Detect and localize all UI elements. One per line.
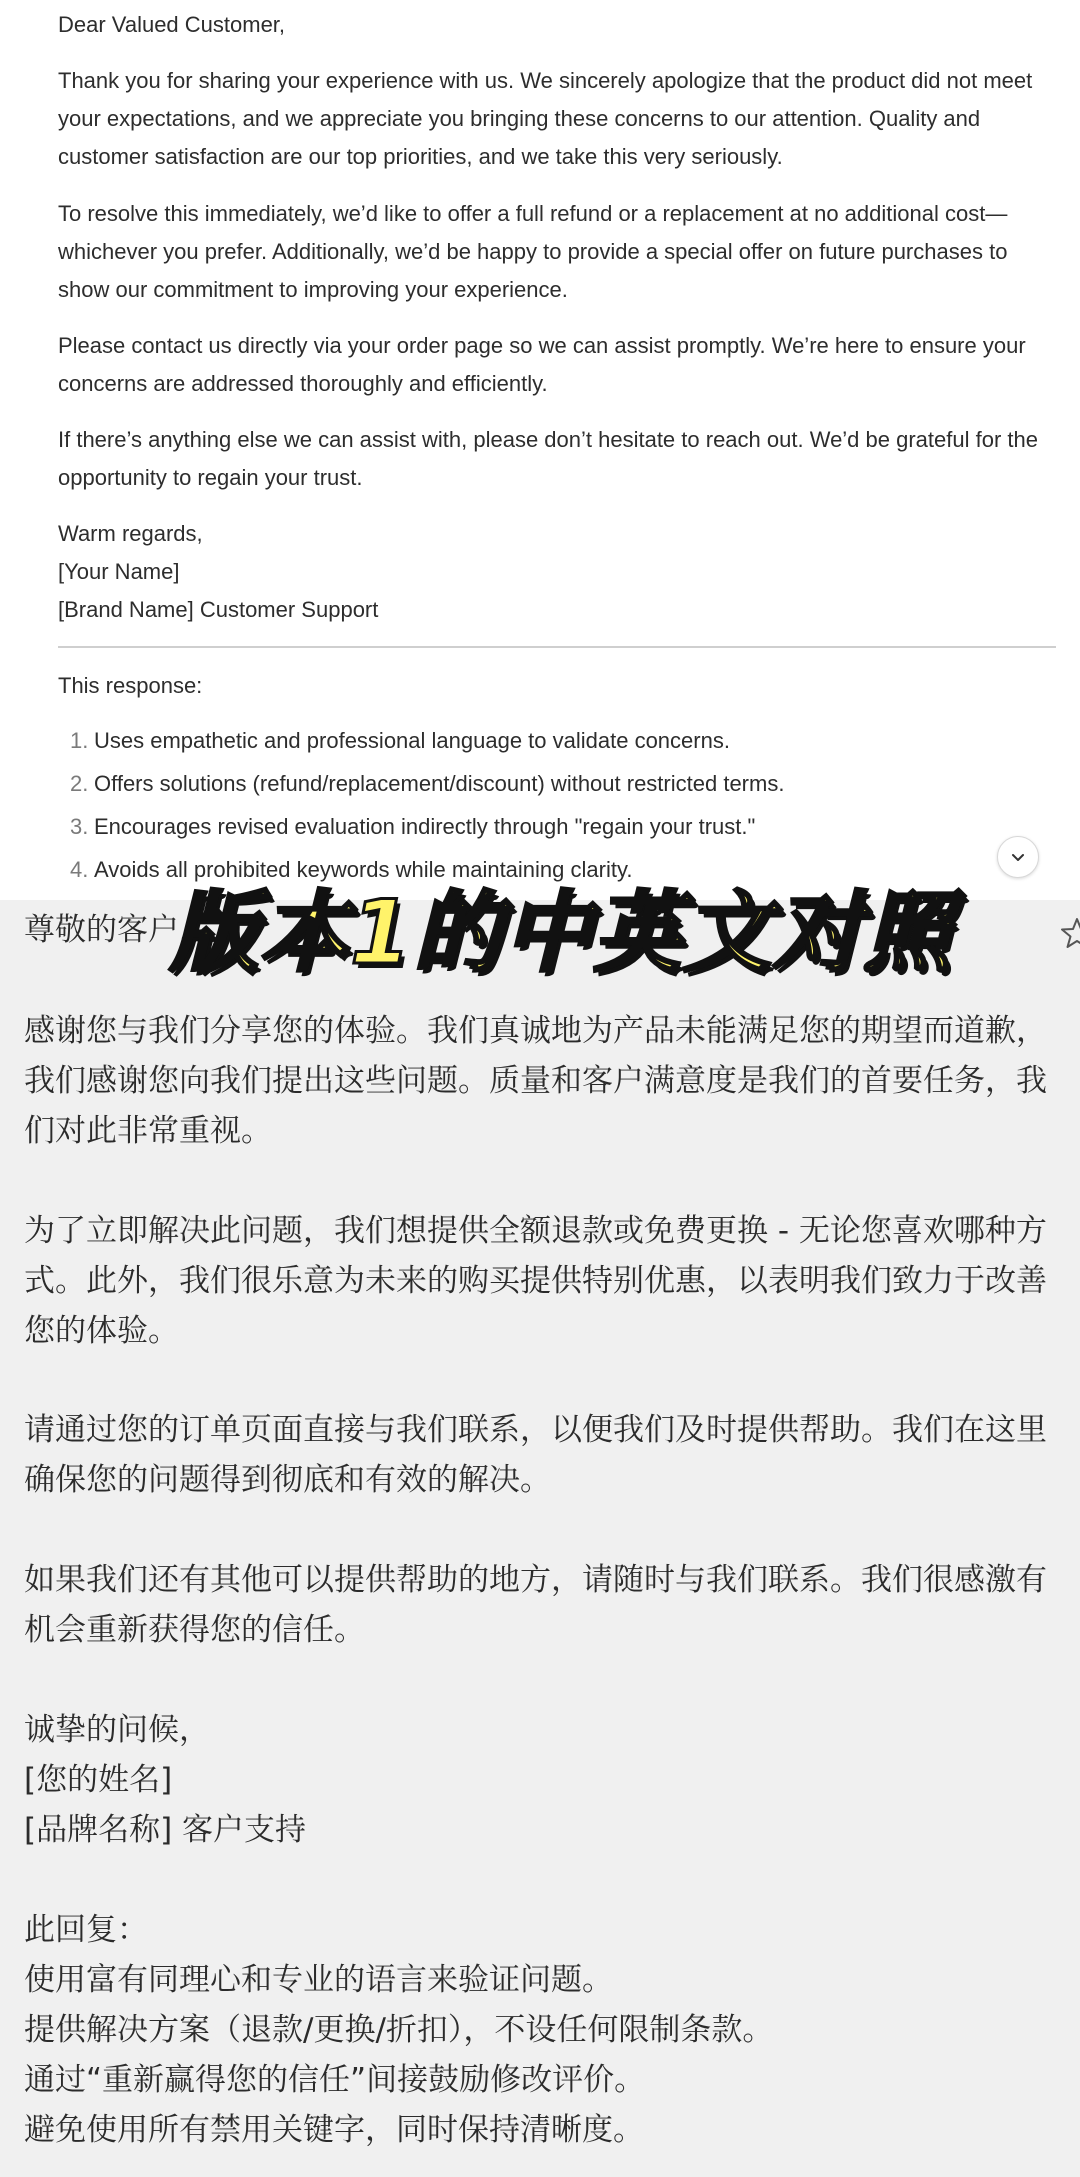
zh-paragraph-text: 感谢您与我们分享您的体验。我们真诚地为产品未能满足您的期望而道歉，我们感谢您向我们提出这些问题。质量和客户满意度是我们的首要任务，我们对此非常重视。 bbox=[24, 1013, 1047, 1149]
list-text: Encourages revised evaluation indirectly through "regain your trust." bbox=[94, 814, 756, 839]
list-item: 通过“重新赢得您的信任”间接鼓励修改评价。 bbox=[24, 2062, 646, 2098]
en-paragraph-text: If there’s anything else we can assist with, please don’t hesitate to reach out. We’d be grateful for the opportunity to regain your trust. bbox=[58, 427, 1038, 490]
list-item bbox=[70, 814, 755, 844]
list-item bbox=[70, 728, 730, 758]
list-item: 使用富有同理心和专业的语言来验证问题。 bbox=[24, 1962, 613, 1998]
zh-greeting: 尊敬的客户， bbox=[24, 912, 210, 948]
overlay-caption: 版本1的中英文对照 bbox=[170, 881, 954, 984]
list-text: Offers solutions (refund/replacement/discount) without restricted terms. bbox=[94, 771, 785, 796]
list-item bbox=[70, 771, 784, 801]
zh-paragraph-4 bbox=[24, 1555, 1054, 1655]
en-signoff-line: [Your Name] bbox=[58, 559, 180, 584]
zh-paragraph-1 bbox=[24, 1006, 1054, 1156]
chevron-down-icon bbox=[1008, 847, 1028, 867]
star-icon[interactable] bbox=[1060, 916, 1080, 956]
en-paragraph-3 bbox=[58, 327, 1048, 403]
zh-signoff bbox=[24, 1705, 1054, 1855]
divider bbox=[58, 646, 1056, 648]
list-text: Uses empathetic and professional language to validate concerns. bbox=[94, 728, 730, 753]
list-number: 4. bbox=[70, 857, 89, 882]
zh-paragraph-text: 为了立即解决此问题，我们想提供全额退款或免费更换 - 无论您喜欢哪种方式。此外，我们很乐意为未来的购买提供特别优惠，以表明我们致力于改善您的体验。 bbox=[24, 1213, 1047, 1349]
list-number: 3. bbox=[70, 814, 89, 839]
en-paragraph-2 bbox=[58, 195, 1048, 309]
zh-response-heading: 此回复： bbox=[24, 1912, 148, 1948]
en-signoff-line: Warm regards, bbox=[58, 521, 203, 546]
en-paragraph-text: Please contact us directly via your order page so we can assist promptly. We’re here to ensure your concerns are addressed thoroughly and efficiently. bbox=[58, 333, 1026, 396]
en-paragraph-text: To resolve this immediately, we’d like to offer a full refund or a replacement at no additional cost—whichever you prefer. Additionally, we’d be happy to provide a special offer on future purchases to show our commitment to improving your experience. bbox=[58, 201, 1008, 302]
en-signoff bbox=[58, 515, 1048, 629]
zh-signoff-line: [品牌名称] 客户支持 bbox=[24, 1812, 307, 1848]
list-number: 1. bbox=[70, 728, 89, 753]
zh-response-section bbox=[24, 1905, 1054, 2155]
list-item: 提供解决方案（退款/更换/折扣），不设任何限制条款。 bbox=[24, 2012, 774, 2048]
en-response-heading: This response: bbox=[58, 673, 203, 698]
zh-paragraph-text: 请通过您的订单页面直接与我们联系，以便我们及时提供帮助。我们在这里确保您的问题得到彻底和有效的解决。 bbox=[24, 1412, 1047, 1498]
list-text: Avoids all prohibited keywords while maintaining clarity. bbox=[94, 857, 633, 882]
list-number: 2. bbox=[70, 771, 89, 796]
zh-signoff-line: 诚挚的问候， bbox=[24, 1712, 210, 1748]
star-icon-graphic bbox=[1060, 916, 1080, 950]
zh-paragraph-3 bbox=[24, 1405, 1054, 1505]
en-paragraph-1 bbox=[58, 62, 1048, 176]
zh-signoff-line: [您的姓名] bbox=[24, 1762, 173, 1798]
en-paragraph-4 bbox=[58, 421, 1048, 497]
en-paragraph-text: Thank you for sharing your experience with us. We sincerely apologize that the product did not meet your expectations, and we appreciate you bringing these concerns to our attention. Quality and customer satisfaction are our top priorities, and we take this very seriously. bbox=[58, 68, 1033, 169]
zh-paragraph-2 bbox=[24, 1206, 1054, 1356]
list-item: 避免使用所有禁用关键字，同时保持清晰度。 bbox=[24, 2112, 644, 2148]
zh-paragraph-text: 如果我们还有其他可以提供帮助的地方，请随时与我们联系。我们很感激有机会重新获得您的信任。 bbox=[24, 1562, 1047, 1648]
en-greeting: Dear Valued Customer, bbox=[58, 12, 286, 37]
en-signoff-line: [Brand Name] Customer Support bbox=[58, 597, 379, 622]
english-reply-panel bbox=[0, 0, 1080, 900]
